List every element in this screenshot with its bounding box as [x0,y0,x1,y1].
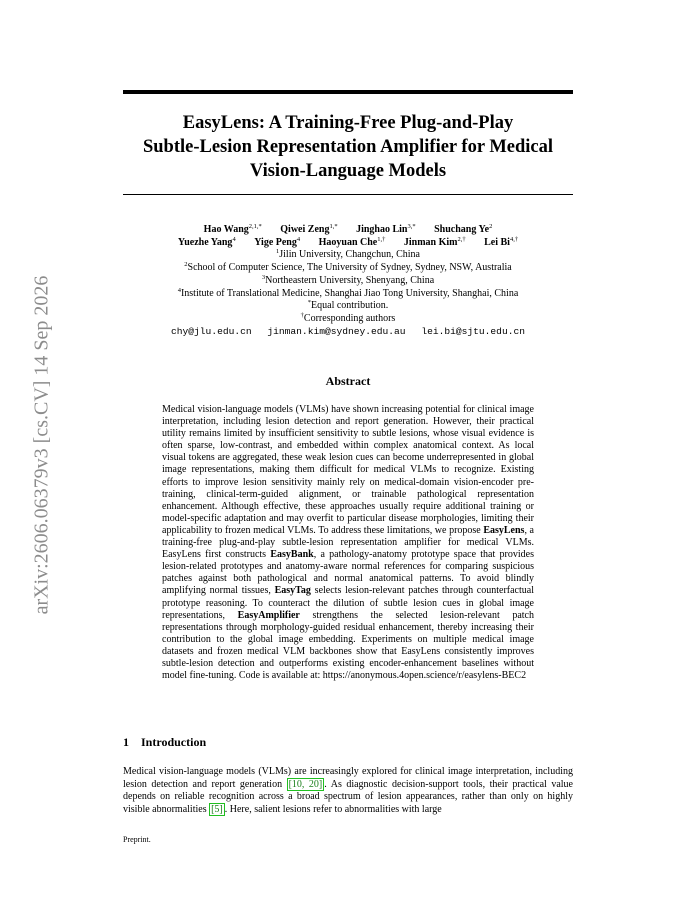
author-row [123,224,573,237]
paper-title [123,111,573,183]
author-name: Qiwei Zeng$^{1,*}$ [280,223,338,235]
author-name: Jinghao Lin$^{3,*}$ [356,223,416,235]
email: jinman.kim@sydney.edu.au [267,325,406,337]
author-name: Yuezhe Yang$^4$ [177,235,236,248]
component-name: EasyAmplifier [237,609,300,621]
corresponding-note: †Corresponding authors [300,311,396,324]
section-heading [123,735,206,750]
author-name: Haoyuan Che$^{1,\dagger}$ [318,235,386,248]
author-row [123,237,573,250]
affiliation: $^3$Northeastern University, Shenyang, China [261,273,435,286]
section-title: Introduction [141,735,207,749]
author-block [123,224,573,338]
email-row [123,326,573,339]
title-line: Subtle-Lesion Representation Amplifier for Medical [142,137,554,157]
citation-link[interactable]: [5] [211,803,223,815]
abstract-body: Medical vision-language models (VLMs) have shown increasing potential for clinical image interpretation, including lesion detection and report generation. However, their practical utility remains limited by insufficient sensitivity to subtle lesions, whose visual evidence is often sparse, low-contrast, and embedded within complex anatomical context. As local visual tokens are aggregated, these weak lesion cues can become underrepresented in global image representations, making them difficult for medical VLMs to recognize. Existing efforts to improve lesion sensitivity mainly rely on medical-domain vision-encoder pre-training, clinical-term-guided alignment, or trainable pathological representation enhancement. Although effective, these approaches usually require additional training or model-specific adaptation and may overfit to particular disease morphologies, limiting their applicability to frozen medical VLMs. To address these limitations, we propose EasyLens, a training-free plug-and-play subtle-lesion representation amplifier for medical VLMs. EasyLens first constructs EasyBank, a pathology-anatomy prototype space that provides lesion-related prototypes and anatomy-aware normal references for comparing suspicious patches against both pathological and normal anatomical patterns. To avoid blindly amplifying normal tissues, EasyTag selects lesion-relevant patches through counterfactual prototype reasoning. To counteract the dilution of subtle lesion cues in global image representations, EasyAmplifier strengthens the selected lesion-relevant patch representations through morphology-guided residual enhancement, thereby increasing their contribution to the global image embedding. Experiments on multiple medical image datasets and frozen medical VLM backbones show that EasyLens consistently improves subtle-lesion detection and outperforms existing encoder-enhancement baselines without model fine-tuning. Code is available at: https://anonymous.4open.science/r/easylens-BEC2 [162,404,534,682]
arxiv-id: arXiv:2606.06379v3 [cs.CV] 14 Sep 2026 [30,275,53,615]
title-line: EasyLens: A Training-Free Plug-and-Play [182,113,514,133]
intro-paragraph: Medical vision-language models (VLMs) are increasingly explored for clinical image interpretation, including lesion detection and report generation [10, 20] . As diagnostic decision-support tools, their practical value depends on reliable recognition across a broad spectrum of lesion appearances, rather than only on highly visible abnormalities [5] . Here, salient lesions refer to abnormalities with large [123,766,573,815]
equal-contribution-note: *Equal contribution. [307,299,389,312]
author-name: Jinman Kim$^{2,\dagger}$ [403,235,466,248]
title-line: Vision-Language Models [249,161,447,181]
section-number: 1 [123,735,129,749]
title-top-rule [123,90,573,94]
component-name: EasyBank [270,549,314,561]
citation-link[interactable]: [10, 20] [288,778,323,790]
author-name: Hao Wang$^{2,1,*}$ [203,223,262,235]
component-name: EasyTag [274,585,311,597]
footer-preprint: Preprint. [123,835,151,844]
affiliation: $^4$Institute of Translational Medicine, Shanghai Jiao Tong University, Shanghai, China [177,286,519,299]
affiliation: $^2$School of Computer Science, The University of Sydney, Sydney, NSW, Australia [184,261,512,274]
author-name: Lei $Bi^{4,\dagger}$ [484,235,519,248]
abstract-heading: Abstract [325,374,371,388]
title-bottom-rule [123,194,573,195]
method-name: EasyLens [483,524,525,536]
author-name: Yige Peng$^4$ [254,235,301,248]
email: lei.bi@sjtu.edu.cn [421,325,525,337]
author-name: Shuchang Ye$^2$ [434,223,493,235]
affiliation: $^1$Jilin University, Changchun, China [276,248,420,261]
email: chy@jlu.edu.cn [171,325,252,337]
